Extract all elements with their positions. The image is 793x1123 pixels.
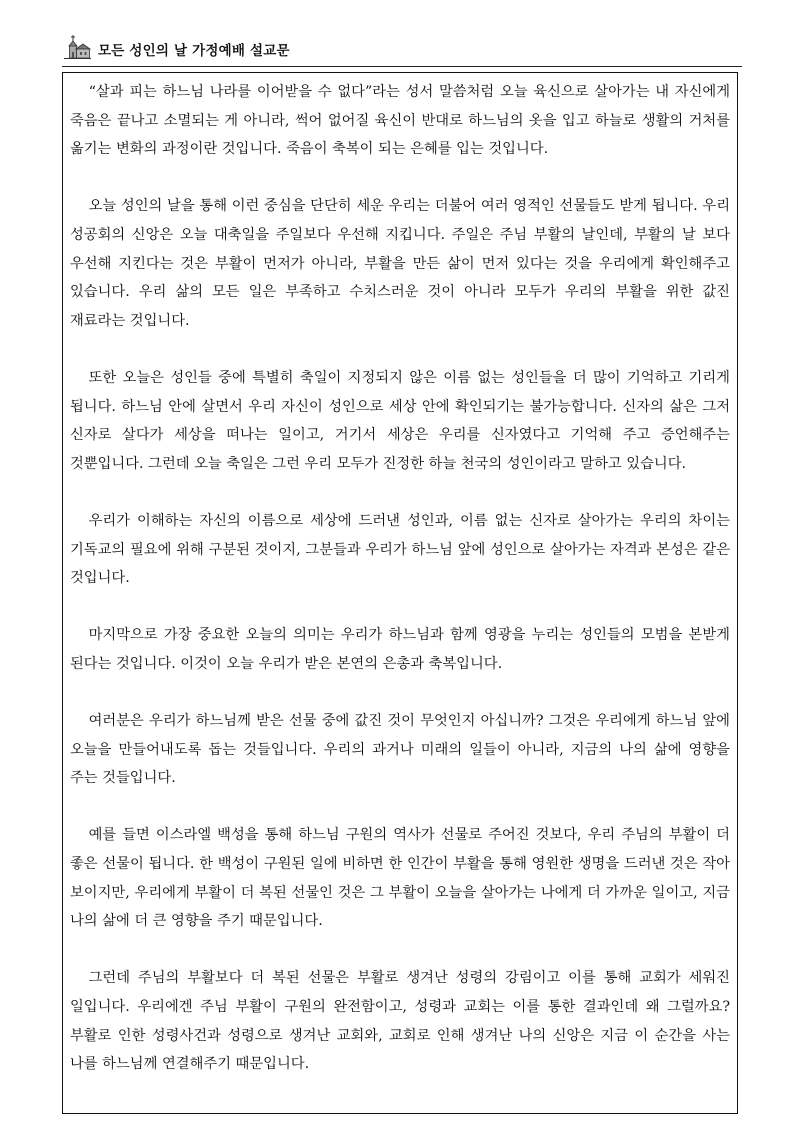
- paragraph-3: 또한 오늘은 성인들 중에 특별히 축일이 지정되지 않은 이름 없는 성인들을 더 많이 기억하고 기리게 됩니다. 하느님 안에 살면서 우리 자신이 성인으로 세상 안에 확인되기는 불가능합니다. 신자의 삶은 그저 신자로 살다가 세상을 떠나는 일이고, 거기서 세상은 우리를 신자였다고 기억해 주고 증언해주는 것뿐입니다. 그런데 오늘 축일은 그런 우리 모두가 진정한 하늘 천국의 성인이라고 말하고 있습니다.: [70, 369, 730, 472]
- paragraph-gap: [70, 164, 730, 193]
- paragraph-5: 마지막으로 가장 중요한 오늘의 의미는 우리가 하느님과 함께 영광을 누리는 성인들의 모범을 본받게 된다는 것입니다. 이것이 오늘 우리가 받은 본연의 은총과 축복입니다.: [70, 627, 730, 672]
- paragraph-8: 그런데 주님의 부활보다 더 복된 선물은 부활로 생겨난 성령의 강림이고 이를 통해 교회가 세워진 일입니다. 우리에겐 주님 부활이 구원의 완전함이고, 성령과 교회는 이를 통한 결과인데 왜 그럴까요? 부활로 인한 성령사건과 성령으로 생겨난 교회와, 교회로 인해 생겨난 나의 신앙은 지금 이 순간을 사는 나를 하느님께 연결해주기 때문입니다.: [70, 970, 730, 1073]
- paragraph-gap: [70, 793, 730, 822]
- sermon-body: [62, 78, 738, 1079]
- paragraph-gap: [70, 335, 730, 364]
- paragraph-gap: [70, 478, 730, 507]
- page-header: [62, 30, 742, 67]
- paragraph-gap: [70, 678, 730, 707]
- paragraph-gap: [70, 593, 730, 622]
- paragraph-1: “살과 피는 하느님 나라를 이어받을 수 없다”라는 성서 말씀처럼 오늘 육신으로 살아가는 내 자신에게 죽음은 끝나고 소멸되는 게 아니라, 썩어 없어질 육신이 반대로 하느님의 옷을 입고 하늘로 생활의 거처를 옮기는 변화의 과정이란 것입니다. 죽음이 축복이 되는 은혜를 입는 것입니다.: [70, 84, 730, 158]
- paragraph-6: 여러분은 우리가 하느님께 받은 선물 중에 값진 것이 무엇인지 아십니까? 그것은 우리에게 하느님 앞에 오늘을 만들어내도록 돕는 것들입니다. 우리의 과거나 미래의 일들이 아니라, 지금의 나의 삶에 영향을 주는 것들입니다.: [70, 713, 730, 787]
- page-title: 모든 성인의 날 가정예배 설교문: [98, 43, 290, 59]
- paragraph-gap: [70, 936, 730, 965]
- paragraph-2: 오늘 성인의 날을 통해 이런 중심을 단단히 세운 우리는 더불어 여러 영적인 선물들도 받게 됩니다. 우리 성공회의 신앙은 오늘 대축일을 주일보다 우선해 지킵니다. 주일은 주님 부활의 날인데, 부활의 날 보다 우선해 지킨다는 것은 부활이 먼저가 아니라, 부활을 만든 삶이 먼저 있다는 것을 우리에게 확인해주고 있습니다. 우리 삶의 모든 일은 부족하고 수치스러운 것이 아니라 모두가 우리의 부활을 위한 값진 재료라는 것입니다.: [70, 198, 730, 329]
- paragraph-7: 예를 들면 이스라엘 백성을 통해 하느님 구원의 역사가 선물로 주어진 것보다, 우리 주님의 부활이 더 좋은 선물이 됩니다. 한 백성이 구원된 일에 비하면 한 인간이 부활을 통해 영원한 생명을 드러낸 것은 작아 보이지만, 우리에게 부활이 더 복된 선물인 것은 그 부활이 오늘을 살아가는 나에게 더 가까운 일이고, 지금 나의 삶에 더 큰 영향을 주기 때문입니다.: [70, 827, 730, 930]
- paragraph-4: 우리가 이해하는 자신의 이름으로 세상에 드러낸 성인과, 이름 없는 신자로 살아가는 우리의 차이는 기독교의 필요에 위해 구분된 것이지, 그분들과 우리가 하느님 앞에 성인으로 살아가는 자격과 본성은 같은 것입니다.: [70, 512, 730, 587]
- church-icon: [62, 32, 92, 62]
